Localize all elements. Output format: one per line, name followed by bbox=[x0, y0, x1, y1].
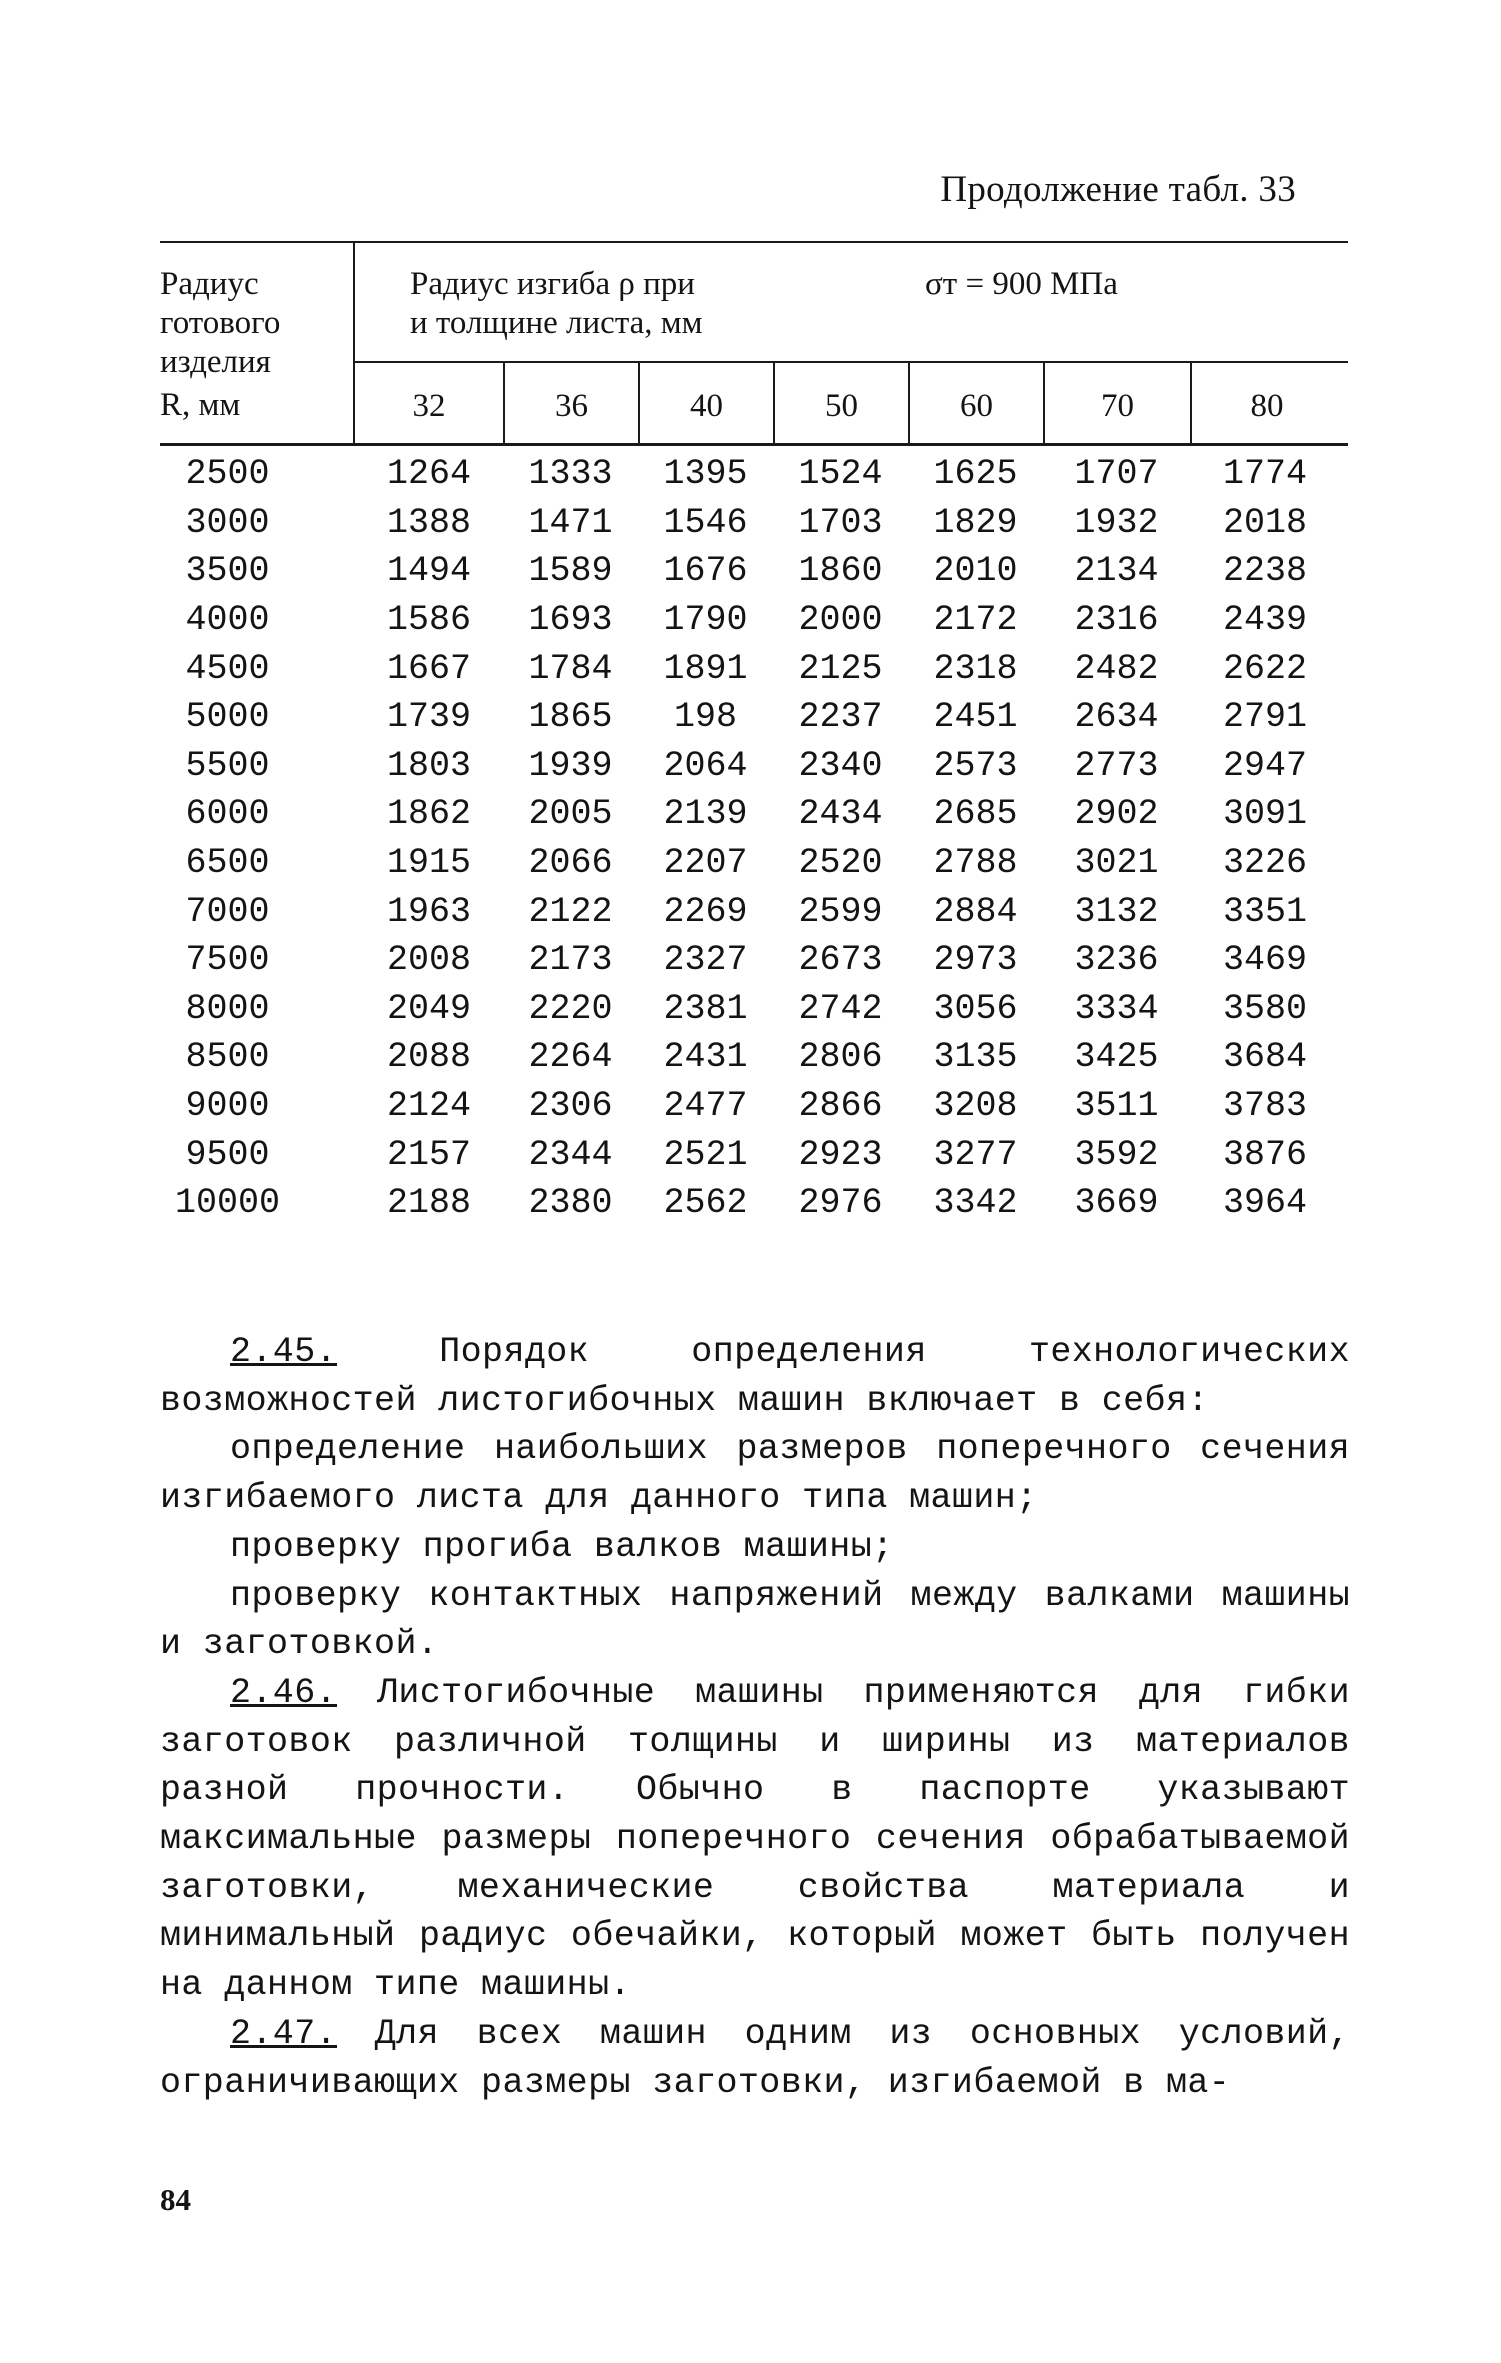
value-cell: 198 bbox=[673, 697, 737, 738]
value-cell: 3684 bbox=[1222, 1037, 1307, 1078]
value-cell: 1589 bbox=[528, 551, 613, 592]
value-cell: 3236 bbox=[1074, 940, 1159, 981]
value-cell: 2562 bbox=[663, 1183, 748, 1224]
value-cell: 2008 bbox=[386, 940, 471, 981]
value-cell: 3277 bbox=[933, 1134, 1018, 1175]
spacer-cell bbox=[295, 742, 355, 791]
value-cell: 2622 bbox=[1222, 648, 1307, 689]
value-cell: 2788 bbox=[933, 843, 1018, 884]
stub-header-line: готового bbox=[160, 305, 281, 341]
list-item: проверку контактных напряжений между валками машины и заготовкой. bbox=[160, 1575, 1350, 1665]
stub-header bbox=[160, 265, 350, 425]
paragraph-text: Для всех машин одним из основных условий, ограничивающих размеры заготовки, изгибаемой в ма- bbox=[160, 2013, 1350, 2103]
radius-cell: 10000 bbox=[174, 1183, 281, 1224]
value-cell: 2866 bbox=[798, 1086, 883, 1127]
value-cell: 2010 bbox=[933, 551, 1018, 592]
value-cell: 2173 bbox=[528, 940, 613, 981]
group-header bbox=[410, 265, 703, 343]
sigma-label: σт = 900 МПа bbox=[925, 266, 1118, 302]
value-cell: 2477 bbox=[663, 1086, 748, 1127]
spacer-cell bbox=[295, 985, 355, 1034]
spacer-cell bbox=[295, 790, 355, 839]
value-cell: 3876 bbox=[1222, 1134, 1307, 1175]
value-cell: 2599 bbox=[798, 891, 883, 932]
list-item: определение наибольших размеров поперечного сечения изгибаемого листа для данного типа машин; bbox=[160, 1429, 1350, 1519]
value-cell: 3351 bbox=[1222, 891, 1307, 932]
value-cell: 2207 bbox=[663, 843, 748, 884]
data-table bbox=[160, 233, 1348, 1243]
body-text bbox=[160, 1328, 1350, 2107]
value-cell: 2902 bbox=[1074, 794, 1159, 835]
spacer-cell bbox=[295, 547, 355, 596]
radius-cell: 5500 bbox=[185, 745, 270, 786]
value-cell: 2806 bbox=[798, 1037, 883, 1078]
stub-header-line: Радиус bbox=[160, 266, 259, 302]
value-cell: 1915 bbox=[386, 843, 471, 884]
value-cell: 1333 bbox=[528, 454, 613, 495]
section-number: 2.45. bbox=[230, 1332, 338, 1372]
value-cell: 3580 bbox=[1222, 988, 1307, 1029]
column-header: 36 bbox=[555, 388, 588, 424]
value-cell: 2220 bbox=[528, 988, 613, 1029]
section-number: 2.46. bbox=[230, 1672, 338, 1713]
group-header-line2: и толщине листа, мм bbox=[410, 305, 703, 341]
table-header-bottom-rule bbox=[160, 443, 1348, 446]
value-cell: 1546 bbox=[663, 502, 748, 543]
value-cell: 2000 bbox=[798, 600, 883, 641]
value-cell: 2125 bbox=[798, 648, 883, 689]
value-cell: 2018 bbox=[1222, 502, 1307, 543]
radius-cell: 7000 bbox=[185, 891, 270, 932]
value-cell: 1707 bbox=[1074, 454, 1159, 495]
value-cell: 2269 bbox=[663, 891, 748, 932]
value-cell: 2976 bbox=[798, 1183, 883, 1224]
column-header: 80 bbox=[1250, 388, 1284, 424]
radius-cell: 4500 bbox=[185, 648, 270, 689]
radius-cell: 7500 bbox=[185, 940, 270, 981]
table-row bbox=[160, 839, 1340, 888]
value-cell: 2122 bbox=[528, 891, 613, 932]
table-row bbox=[160, 693, 1340, 742]
value-cell: 2088 bbox=[386, 1037, 471, 1078]
value-cell: 2380 bbox=[528, 1183, 613, 1224]
value-cell: 1932 bbox=[1074, 502, 1159, 543]
radius-cell: 8000 bbox=[185, 988, 270, 1029]
value-cell: 1829 bbox=[933, 502, 1018, 543]
paragraph-text: Порядок определения технологических возможностей листогибочных машин включает в себя: bbox=[160, 1332, 1350, 1421]
radius-cell: 2500 bbox=[185, 454, 270, 495]
value-cell: 3091 bbox=[1222, 794, 1307, 835]
value-cell: 1963 bbox=[386, 891, 471, 932]
value-cell: 1784 bbox=[528, 648, 613, 689]
group-header-line1: Радиус изгиба ρ при bbox=[410, 266, 695, 302]
value-cell: 2237 bbox=[798, 697, 883, 738]
value-cell: 1862 bbox=[386, 794, 471, 835]
value-cell: 2139 bbox=[663, 794, 748, 835]
column-header: 50 bbox=[825, 388, 858, 424]
table-row bbox=[160, 1130, 1340, 1179]
table-body bbox=[160, 450, 1340, 1228]
value-cell: 2947 bbox=[1222, 745, 1307, 786]
spacer-cell bbox=[295, 596, 355, 645]
table-row bbox=[160, 1033, 1340, 1082]
radius-cell: 3500 bbox=[185, 551, 270, 592]
value-cell: 2451 bbox=[933, 697, 1018, 738]
value-cell: 2188 bbox=[386, 1183, 471, 1224]
value-cell: 2791 bbox=[1222, 697, 1307, 738]
table-row bbox=[160, 742, 1340, 791]
table-top-rule bbox=[160, 241, 1348, 243]
value-cell: 3135 bbox=[933, 1037, 1018, 1078]
spacer-cell bbox=[295, 839, 355, 888]
value-cell: 2316 bbox=[1074, 600, 1159, 641]
stub-header-line: R, мм bbox=[160, 387, 241, 423]
value-cell: 1494 bbox=[386, 551, 471, 592]
column-header: 40 bbox=[690, 388, 723, 424]
value-cell: 3342 bbox=[933, 1183, 1018, 1224]
table-row bbox=[160, 1082, 1340, 1131]
stub-header-line: изделия bbox=[160, 344, 271, 380]
value-cell: 2238 bbox=[1222, 551, 1307, 592]
value-cell: 1625 bbox=[933, 454, 1018, 495]
value-cell: 3334 bbox=[1074, 988, 1159, 1029]
value-cell: 2431 bbox=[663, 1037, 748, 1078]
value-cell: 2884 bbox=[933, 891, 1018, 932]
value-cell: 2520 bbox=[798, 843, 883, 884]
value-cell: 1774 bbox=[1222, 454, 1307, 495]
value-cell: 2344 bbox=[528, 1134, 613, 1175]
paragraph bbox=[160, 1328, 1350, 1425]
value-cell: 1891 bbox=[663, 648, 748, 689]
radius-cell: 5000 bbox=[185, 697, 270, 738]
page-number: 84 bbox=[160, 2182, 191, 2217]
value-cell: 3592 bbox=[1074, 1134, 1159, 1175]
value-cell: 2005 bbox=[528, 794, 613, 835]
column-header: 32 bbox=[412, 388, 446, 424]
value-cell: 2439 bbox=[1222, 600, 1307, 641]
table-row bbox=[160, 887, 1340, 936]
value-cell: 3056 bbox=[933, 988, 1018, 1029]
spacer-cell bbox=[295, 1033, 355, 1082]
radius-cell: 6000 bbox=[185, 794, 270, 835]
paragraph bbox=[160, 2010, 1350, 2107]
value-cell: 2381 bbox=[663, 988, 748, 1029]
value-cell: 3208 bbox=[933, 1086, 1018, 1127]
value-cell: 2340 bbox=[798, 745, 883, 786]
value-cell: 3132 bbox=[1074, 891, 1159, 932]
value-cell: 1693 bbox=[528, 600, 613, 641]
value-cell: 1860 bbox=[798, 551, 883, 592]
value-cell: 2066 bbox=[528, 843, 613, 884]
table-row bbox=[160, 985, 1340, 1034]
spacer-cell bbox=[295, 887, 355, 936]
spacer-cell bbox=[295, 1130, 355, 1179]
value-cell: 1524 bbox=[798, 454, 883, 495]
value-cell: 2064 bbox=[663, 745, 748, 786]
value-cell: 2318 bbox=[933, 648, 1018, 689]
table-row bbox=[160, 644, 1340, 693]
value-cell: 1790 bbox=[663, 600, 748, 641]
value-cell: 2327 bbox=[663, 940, 748, 981]
value-cell: 2482 bbox=[1074, 648, 1159, 689]
value-cell: 3469 bbox=[1222, 940, 1307, 981]
paragraph bbox=[160, 1669, 1350, 2010]
value-cell: 2157 bbox=[386, 1134, 471, 1175]
value-cell: 2434 bbox=[798, 794, 883, 835]
value-cell: 2172 bbox=[933, 600, 1018, 641]
column-header: 70 bbox=[1101, 388, 1134, 424]
table-row bbox=[160, 1179, 1340, 1228]
table-row bbox=[160, 499, 1340, 548]
value-cell: 1264 bbox=[386, 454, 471, 495]
table-row bbox=[160, 547, 1340, 596]
radius-cell: 8500 bbox=[185, 1037, 270, 1078]
value-cell: 2124 bbox=[386, 1086, 471, 1127]
value-cell: 2673 bbox=[798, 940, 883, 981]
spacer-cell bbox=[295, 499, 355, 548]
spacer-cell bbox=[295, 1179, 355, 1228]
radius-cell: 9000 bbox=[185, 1086, 270, 1127]
column-header: 60 bbox=[960, 388, 993, 424]
value-cell: 2773 bbox=[1074, 745, 1159, 786]
value-cell: 2685 bbox=[933, 794, 1018, 835]
value-cell: 2742 bbox=[798, 988, 883, 1029]
value-cell: 2521 bbox=[663, 1134, 748, 1175]
value-cell: 1388 bbox=[386, 502, 471, 543]
value-cell: 1395 bbox=[663, 454, 748, 495]
value-cell: 2134 bbox=[1074, 551, 1159, 592]
radius-cell: 3000 bbox=[185, 502, 270, 543]
value-cell: 2264 bbox=[528, 1037, 613, 1078]
value-cell: 2049 bbox=[386, 988, 471, 1029]
value-cell: 1865 bbox=[528, 697, 613, 738]
section-number: 2.47. bbox=[230, 2013, 338, 2054]
paragraph-text: Листогибочные машины применяются для гибки заготовок различной толщины и ширины из материалов разной прочности. Обычно в паспорте указывают максимальные размеры поперечного сечения обрабатываемой заготовки, механические свойства материала и минимальный радиус обечайки, который может быть получен на данном типе машины. bbox=[160, 1672, 1350, 2006]
radius-cell: 6500 bbox=[185, 843, 270, 884]
value-cell: 3964 bbox=[1222, 1183, 1307, 1224]
value-cell: 1667 bbox=[386, 648, 471, 689]
spacer-cell bbox=[295, 1082, 355, 1131]
value-cell: 1939 bbox=[528, 745, 613, 786]
table-row bbox=[160, 450, 1340, 499]
value-cell: 2923 bbox=[798, 1134, 883, 1175]
value-cell: 2973 bbox=[933, 940, 1018, 981]
radius-cell: 9500 bbox=[185, 1134, 270, 1175]
value-cell: 1586 bbox=[386, 600, 471, 641]
value-cell: 1803 bbox=[386, 745, 471, 786]
value-cell: 1703 bbox=[798, 502, 883, 543]
value-cell: 2306 bbox=[528, 1086, 613, 1127]
value-cell: 3021 bbox=[1074, 843, 1159, 884]
value-cell: 3783 bbox=[1222, 1086, 1307, 1127]
table-row bbox=[160, 936, 1340, 985]
value-cell: 3226 bbox=[1222, 843, 1307, 884]
value-cell: 2634 bbox=[1074, 697, 1159, 738]
table-row bbox=[160, 596, 1340, 645]
value-cell: 1739 bbox=[386, 697, 471, 738]
value-cell: 3511 bbox=[1074, 1086, 1159, 1127]
value-cell: 1676 bbox=[663, 551, 748, 592]
value-cell: 3669 bbox=[1074, 1183, 1159, 1224]
list-item: проверку прогиба валков машины; bbox=[230, 1526, 894, 1567]
spacer-cell bbox=[295, 936, 355, 985]
value-cell: 2573 bbox=[933, 745, 1018, 786]
spacer-cell bbox=[295, 644, 355, 693]
value-cell: 1471 bbox=[528, 502, 613, 543]
value-cell: 3425 bbox=[1074, 1037, 1159, 1078]
spacer-cell bbox=[295, 450, 355, 499]
spacer-cell bbox=[295, 693, 355, 742]
table-caption: Продолжение табл. 33 bbox=[940, 169, 1296, 210]
radius-cell: 4000 bbox=[185, 600, 270, 641]
table-row bbox=[160, 790, 1340, 839]
